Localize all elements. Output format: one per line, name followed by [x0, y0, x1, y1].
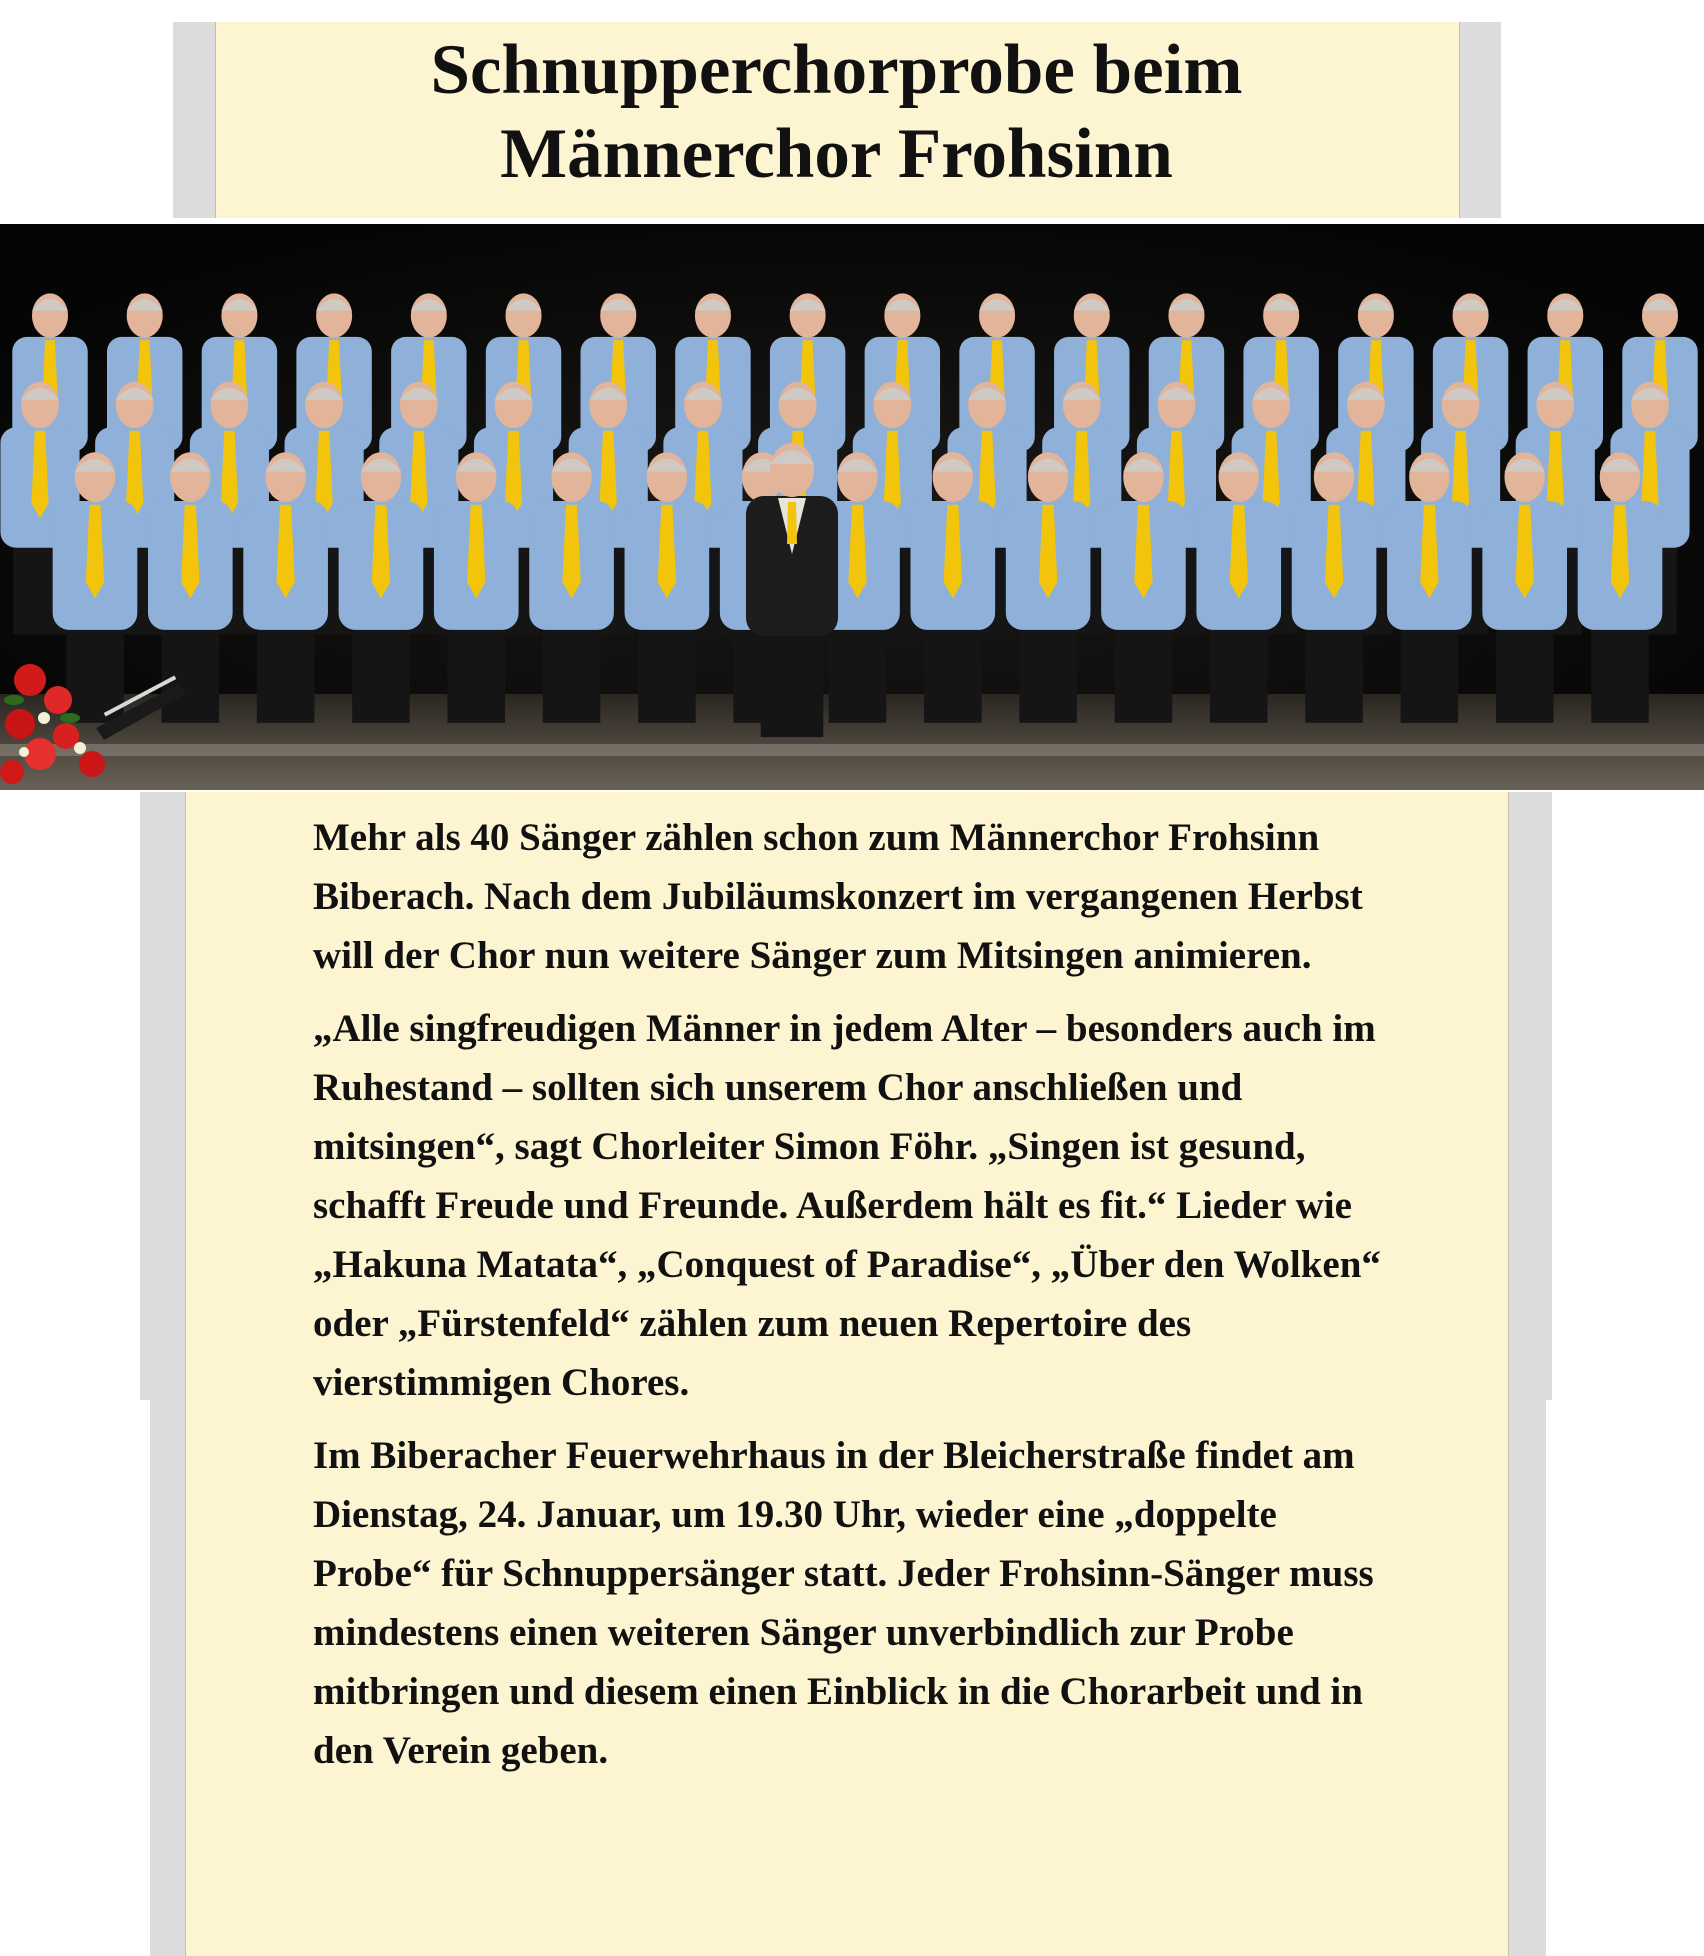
page-title — [215, 28, 1458, 196]
title-line-2: Männerchor Frohsinn — [500, 115, 1173, 193]
article-paragraph: Mehr als 40 Sänger zählen schon zum Männerchor Frohsinn Biberach. Nach dem Jubiläumskonzert im vergangenen Herbst will der Chor nun weitere Sänger zum Mitsingen animieren. — [313, 816, 1363, 977]
article-paragraph: „Alle singfreudigen Männer in jedem Alter – besonders auch im Ruhestand – sollten sich unserem Chor anschließen und mitsingen“, sagt Chorleiter Simon Föhr. „Singen ist gesund, schafft Freude und Freunde. Außerdem hält es fit.“ Lieder wie „Hakuna Matata“, „Conquest of Paradise“, „Über den Wolken“ oder „Fürstenfeld“ zählen zum neuen Repertoire des vierstimmigen Chores. — [313, 1007, 1381, 1404]
title-line-1: Schnupperchorprobe beim — [430, 31, 1243, 109]
article-body — [313, 808, 1403, 1794]
article-paragraph: Im Biberacher Feuerwehrhaus in der Bleicherstraße findet am Dienstag, 24. Januar, um 19.30 Uhr, wieder eine „doppelte Probe“ für Schnuppersänger statt. Jeder Frohsinn-Sänger muss mindestens einen weiteren Sänger unverbindlich zur Probe mitbringen und diesem einen Einblick in die Chorarbeit und in den Verein geben. — [313, 1434, 1374, 1772]
choir-group-photo — [0, 224, 1704, 790]
